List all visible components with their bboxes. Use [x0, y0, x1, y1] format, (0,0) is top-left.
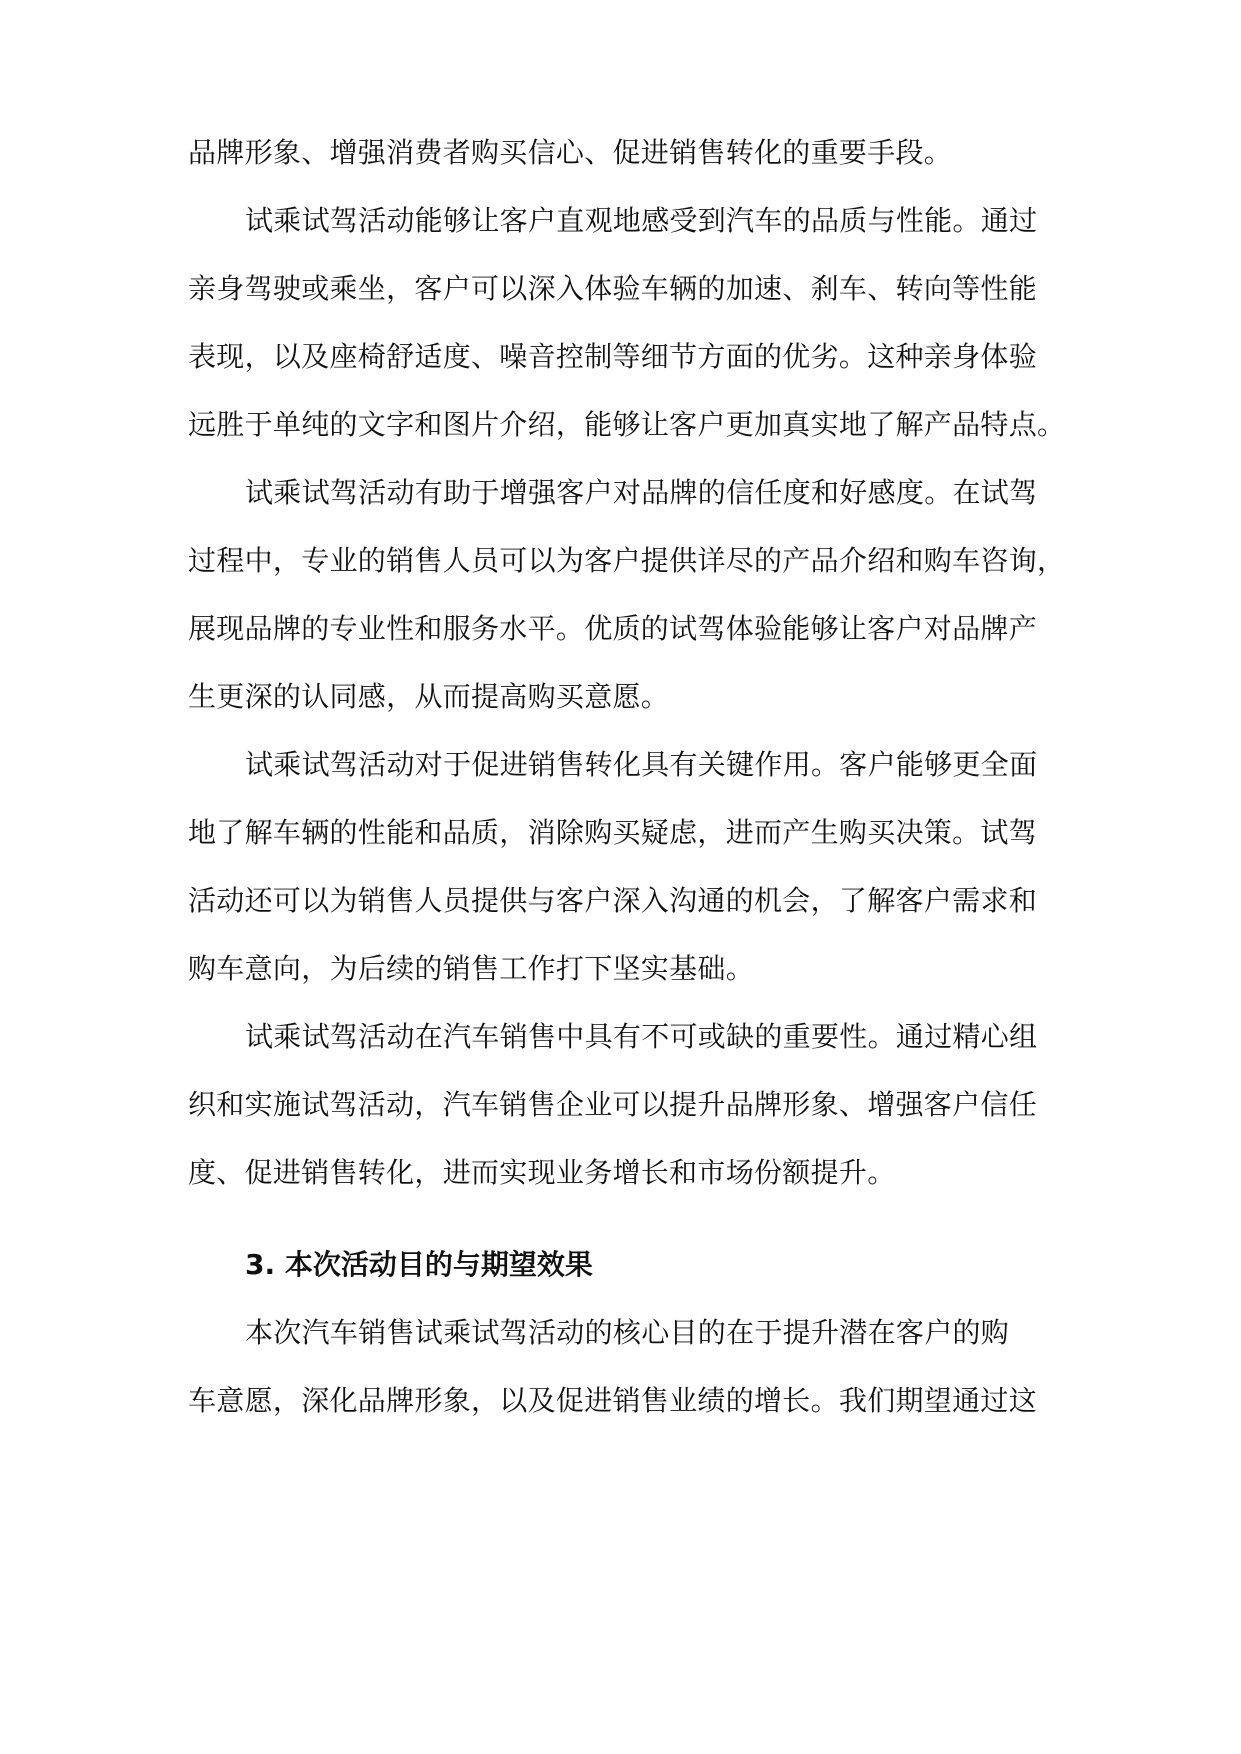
- paragraph-line: 展现品牌的专业性和服务水平。优质的试驾体验能够让客户对品牌产: [188, 612, 1038, 645]
- paragraph-line: 织和实施试驾活动，汽车销售企业可以提升品牌形象、增强客户信任: [188, 1088, 1038, 1121]
- paragraph-line: 亲身驾驶或乘坐，客户可以深入体验车辆的加速、刹车、转向等性能: [188, 272, 1038, 305]
- paragraph-line: 度、促进销售转化，进而实现业务增长和市场份额提升。: [188, 1156, 896, 1189]
- paragraph-line: 过程中，专业的销售人员可以为客户提供详尽的产品介绍和购车咨询，: [188, 544, 1066, 577]
- paragraph-line: 车意愿，深化品牌形象，以及促进销售业绩的增长。我们期望通过这: [188, 1384, 1038, 1417]
- paragraph-line: 试乘试驾活动有助于增强客户对品牌的信任度和好感度。在试驾: [245, 476, 1038, 509]
- paragraph-line: 地了解车辆的性能和品质，消除购买疑虑，进而产生购买决策。试驾: [188, 816, 1038, 849]
- paragraph-line: 试乘试驾活动对于促进销售转化具有关键作用。客户能够更全面: [245, 748, 1038, 781]
- section-heading: 3. 本次活动目的与期望效果: [245, 1248, 593, 1281]
- paragraph-line: 购车意向，为后续的销售工作打下坚实基础。: [188, 952, 755, 985]
- paragraph-line: 远胜于单纯的文字和图片介绍，能够让客户更加真实地了解产品特点。: [188, 408, 1066, 441]
- paragraph-line: 表现，以及座椅舒适度、噪音控制等细节方面的优劣。这种亲身体验: [188, 340, 1038, 373]
- paragraph-line: 活动还可以为销售人员提供与客户深入沟通的机会，了解客户需求和: [188, 884, 1038, 917]
- paragraph-line: 品牌形象、增强消费者购买信心、促进销售转化的重要手段。: [188, 136, 953, 169]
- paragraph-line: 试乘试驾活动在汽车销售中具有不可或缺的重要性。通过精心组: [245, 1020, 1038, 1053]
- paragraph-line: 试乘试驾活动能够让客户直观地感受到汽车的品质与性能。通过: [245, 204, 1038, 237]
- paragraph-line: 本次汽车销售试乘试驾活动的核心目的在于提升潜在客户的购: [245, 1316, 1010, 1349]
- paragraph-line: 生更深的认同感，从而提高购买意愿。: [188, 680, 670, 713]
